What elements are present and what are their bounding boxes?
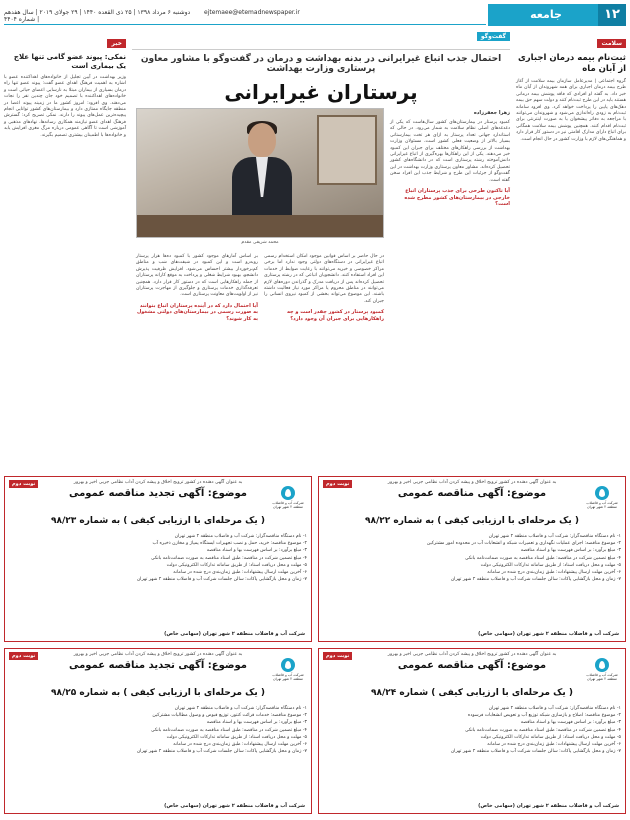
logo-text: شرکت آب و فاضلاب منطقه ۲ شهر تهران [586,673,618,682]
tender-ad-body [9,706,307,755]
section-title[interactable]: جامعه [530,8,562,21]
tender-ad[interactable] [318,648,626,814]
left-column-body: وزیر بهداشت در آیین تجلیل از خانواده‌های اهداکننده عضو با اشاره به اهمیت فرهنگ اهدای عضو گفت: پیوند عضو تنها راه درمان بسیاری از بیماران مبتلا به نارسایی اعضای حیاتی است و خانواده‌های اهداکننده با تصمیم خود جان چندین نفر را نجات می‌دهند. وی افزود: امروز کشور ما در زمینه پیوند اعضا در منطقه جایگاه ممتازی دارد و بیمارستان‌های کشور توانایی انجام پیچیده‌ترین عمل‌های پیوند را دارند. نمکی تصریح کرد: گسترش فرهنگ اهدای عضو نیازمند همکاری رسانه‌ها، نهادهای مذهبی و آموزشی است تا آگاهی عمومی درباره مرگ مغزی افزایش یابد و خانواده‌ها با اطمینان بیشتری تصمیم بگیرند. [4,75,126,138]
tender-ad-signature: شرکت آب و فاضلاب منطقه ۲ شهر تهران (سهامی خاص) [164,631,305,637]
tender-ad-clause: ۵- مهلت و محل دریافت اسناد: از طریق سامانه تدارکات الکترونیکی دولت [480,734,621,740]
tender-ad-title: موضوع: آگهی تجدید مناقصه عمومی [69,660,247,671]
section-email[interactable]: ejtemaee@etemadnewspaper.ir [204,9,300,16]
tender-ad-clause: ۷- زمان و محل بازگشایی پاکات: سالن جلسات شرکت آب و فاضلاب منطقه ۲ شهر تهران [450,749,621,755]
water-drop-icon [595,658,609,672]
left-column-kicker: خبر [107,39,126,48]
main-article-top [132,30,510,50]
tender-ad-clause: ۲- موضوع مناقصه: خرید، حمل و نصب تجهیزات ایستگاه پمپاژ و مخازن ذخیره آب [152,541,307,547]
tender-ad-body [323,534,621,583]
tender-ad-body [9,534,307,583]
tender-ad-header [9,480,307,514]
right-column-body: گروه اجتماعی | مدیرعامل سازمان بیمه سلامت از آغاز طرح بیمه درمان اجباری برای همه شهروندان از آبان ماه خبر داد. به گفته او افرادی که فاقد پوشش بیمه درمانی هستند باید در این طرح ثبت‌نام کنند و دولت سهم حق بیمه دهک‌های پایین را پرداخت خواهد کرد. وی افزود سامانه ثبت‌نام به زودی راه‌اندازی می‌شود و شهروندان می‌توانند با مراجعه به دفاتر پیشخوان یا به صورت اینترنتی برای ثبت‌نام اقدام کنند. همچنین پوشش بیمه سلامت همگانی برای اتباع دارای مدارک اقامتی نیز در دستور کار قرار دارد و هماهنگی‌های لازم با وزارت کشور در حال انجام است. [516,79,626,142]
main-article-supertitle: احتمال جذب اتباع غیرایرانی در بدنه بهداشت و درمان در گفت‌وگو با مشاور معاون پرستاری وزارت بهداشت [140,54,502,74]
tender-ad-title: موضوع: آگهی مناقصه عمومی [397,660,547,671]
interviewee-photo [136,108,384,238]
tender-ad-signature: شرکت آب و فاضلاب منطقه ۲ شهر تهران (سهامی خاص) [478,803,619,809]
tender-ad-body [323,706,621,755]
tender-ad-clause: ۶- آخرین مهلت ارسال پیشنهادات: طبق زمان‌بندی درج شده در سامانه [173,570,307,576]
tender-ad-subtitle: ( یک مرحله‌ای با ارزیابی کیفی ) به شماره ۹۸/۲۵ [51,688,265,698]
tender-ad[interactable] [4,476,312,642]
main-column-2-text: در حال حاضر بر اساس قوانین موجود امکان استخدام رسمی اتباع غیرایرانی در دستگاه‌های دولتی وجود ندارد اما برخی مراکز خصوصی و خیریه می‌توانند با رعایت ضوابط از خدمات این افراد استفاده کنند. دانشجویان اتباعی که در رشته پرستاری تحصیل کرده‌اند پس از دریافت مدرک و گذراندن دوره‌های لازم می‌توانند در مناطق محروم یا مراکز مورد نیاز فعالیت داشته باشند. این موضوع می‌تواند بخشی از کمبود نیروی انسانی را جبران کند. [264,254,384,304]
tender-ad-clause: ۱- نام دستگاه مناقصه‌گزار: شرکت آب و فاضلاب منطقه ۲ شهر تهران [488,706,621,711]
tender-ad-subtitle: ( یک مرحله‌ای با ارزیابی کیفی ) به شماره ۹۸/۲۳ [51,516,265,526]
interview-question-3: آیا احتمال دارد که در آینده پرستاران اتباع بتوانند به صورت رسمی در بیمارستان‌های دولتی مشغول به کار شوند؟ [136,302,258,323]
main-column-1-text: کمبود پرستار در بیمارستان‌های کشور سال‌هاست که یکی از دغدغه‌های اصلی نظام سلامت به شمار می‌رود. در حالی که استاندارد جهانی تعداد پرستار به ازای هر تخت بیمارستانی بسیار بالاتر از وضعیت فعلی کشور است، مسئولان وزارت بهداشت از بررسی راهکارهای مختلف برای جبران این کمبود خبر می‌دهند. یکی از این راهکارها بهره‌گیری از اتباع غیرایرانی دانش‌آموخته رشته پرستاری است که در دانشگاه‌های کشور تحصیل کرده‌اند. مشاور معاون پرستاری وزارت بهداشت در این گفت‌وگو از جزئیات این طرح و شرایط جذب این افراد سخن گفته است. [390,120,510,183]
tender-ad-clause: ۲- موضوع مناقصه: اجرای عملیات نگهداری و تعمیرات شبکه و انشعابات آب در محدوده امور مشترکین [426,541,621,547]
tender-ad-header [323,652,621,686]
tender-ad-notice: به عنوان آگهی دهنده در کشور ترویج اخلاق و پیشه کردن آداب نظامی جزیی اخیر و بهرور [387,652,557,657]
photo-bookshelf [317,115,377,185]
tender-ad-clause: ۳- مبلغ برآورد: بر اساس فهرست بها و اسناد مناقصه [520,548,621,554]
logo-text: شرکت آب و فاضلاب منطقه ۲ شهر تهران [586,501,618,510]
tender-ad-clause: ۴- مبلغ تضمین شرکت در مناقصه: طبق اسناد مناقصه به صورت ضمانت‌نامه بانکی [151,727,307,733]
tender-ad-clause: ۲- موضوع مناقصه: خدمات قرائت کنتور، توزیع قبوض و وصول مطالبات مشترکین [152,713,307,719]
right-column-article [516,30,626,470]
left-column-article [4,30,126,470]
tender-ad-clause: ۴- مبلغ تضمین شرکت در مناقصه: طبق اسناد مناقصه به صورت ضمانت‌نامه بانکی [151,555,307,561]
tender-ad-signature: شرکت آب و فاضلاب منطقه ۲ شهر تهران (سهامی خاص) [478,631,619,637]
tender-ad-badge: نوبت دوم [323,652,352,660]
page-header [4,4,626,26]
main-column-1 [390,108,510,208]
main-column-2 [264,250,384,322]
tender-ad-header [9,652,307,686]
main-article [132,30,510,470]
right-column-title[interactable]: ثبت‌نام بیمه درمان اجباری از آبان ماه [517,53,626,74]
water-drop-icon [281,658,295,672]
main-column-3 [136,250,258,323]
tender-ad-badge: نوبت دوم [9,652,38,660]
tender-ad-header [323,480,621,514]
main-column-3-text: بر اساس آمارهای موجود کشور با کمبود ده‌ها هزار پرستار روبه‌رو است و این کمبود در شیفت‌های شب و مناطق کم‌برخوردار بیشتر احساس می‌شود. افزایش ظرفیت پذیرش دانشجو، بهبود شرایط شغلی و پرداخت به موقع کارانه پرستاران از جمله راهکارهایی است که در دستور کار قرار دارد. همچنین تعرفه‌گذاری خدمات پرستاری و جلوگیری از مهاجرت پرستاران نیز از اولویت‌های معاونت پرستاری است. [136,254,258,298]
tender-ad-clause: ۴- مبلغ تضمین شرکت در مناقصه: طبق اسناد مناقصه به صورت ضمانت‌نامه بانکی [465,727,621,733]
tender-ads-area [4,476,626,816]
tender-ad-clause: ۶- آخرین مهلت ارسال پیشنهادات: طبق زمان‌بندی درج شده در سامانه [173,742,307,748]
tender-ad-title: موضوع: آگهی مناقصه عمومی [397,488,547,499]
tender-ad-subtitle: ( یک مرحله‌ای با ارزیابی کیفی ) شماره ۹۸/۲۴ [371,688,573,698]
tender-ad-clause: ۷- زمان و محل بازگشایی پاکات: سالن جلسات شرکت آب و فاضلاب منطقه ۲ شهر تهران [136,577,307,583]
right-column-kicker: سلامت [597,39,626,48]
water-company-logo [269,658,307,684]
tender-ad-clause: ۳- مبلغ برآورد: بر اساس فهرست بها و اسناد مناقصه [206,548,307,554]
tender-ad-clause: ۱- نام دستگاه مناقصه‌گزار: شرکت آب و فاضلاب منطقه ۲ شهر تهران [174,534,307,539]
water-company-logo [269,486,307,512]
tender-ad-clause: ۵- مهلت و محل دریافت اسناد: از طریق سامانه تدارکات الکترونیکی دولت [166,734,307,740]
water-drop-icon [595,486,609,500]
tender-ad-clause: ۷- زمان و محل بازگشایی پاکات: سالن جلسات شرکت آب و فاضلاب منطقه ۲ شهر تهران [450,577,621,583]
tender-ad-clause: ۴- مبلغ تضمین شرکت در مناقصه: طبق اسناد مناقصه به صورت ضمانت‌نامه بانکی [465,555,621,561]
main-article-kicker: گفت‌وگو [477,32,510,41]
tender-ad-clause: ۷- زمان و محل بازگشایی پاکات: سالن جلسات شرکت آب و فاضلاب منطقه ۲ شهر تهران [136,749,307,755]
tender-ad[interactable] [318,476,626,642]
tender-ad-badge: نوبت دوم [323,480,352,488]
logo-text: شرکت آب و فاضلاب منطقه ۲ شهر تهران [272,501,304,510]
tender-ad-badge: نوبت دوم [9,480,38,488]
tender-ad-clause: ۳- مبلغ برآورد: بر اساس فهرست بها و اسناد مناقصه [520,720,621,726]
header-divider [4,24,486,25]
issue-date-line: دوشنبه ۶ مرداد ۱۳۹۸ | ۲۵ ذی القعده ۱۴۴۰ | ۲۹ جولای ۲۰۱۹ | سال هفدهم | شماره ۴۴۰۴ [4,9,191,23]
tender-ad-notice: به عنوان آگهی دهنده در کشور ترویج اخلاق و پیشه کردن آداب نظامی جزیی اخیر و بهرور [73,480,243,485]
logo-text: شرکت آب و فاضلاب منطقه ۲ شهر تهران [272,673,304,682]
main-article-title[interactable]: پرستاران غیرایرانی [224,80,418,104]
tender-ad-title: موضوع: آگهی تجدید مناقصه عمومی [69,488,247,499]
tender-ad-clause: ۶- آخرین مهلت ارسال پیشنهادات: طبق زمان‌بندی درج شده در سامانه [487,570,621,576]
tender-ad-clause: ۱- نام دستگاه مناقصه‌گزار: شرکت آب و فاضلاب منطقه ۲ شهر تهران [488,534,621,539]
tender-ad-notice: به عنوان آگهی دهنده در کشور ترویج اخلاق و پیشه کردن آداب نظامی جزیی اخیر و بهرور [73,652,243,657]
water-company-logo [583,486,621,512]
photo-caption: محمد شریفی مقدم [241,240,279,245]
interview-question-1: آیا تاکنون طرحی برای جذب پرستاران اتباع خارجی در بیمارستان‌های کشور مطرح شده است؟ [404,188,510,208]
tender-ad[interactable] [4,648,312,814]
tender-ad-clause: ۶- آخرین مهلت ارسال پیشنهادات: طبق زمان‌بندی درج شده در سامانه [487,742,621,748]
tender-ad-clause: ۵- مهلت و محل دریافت اسناد: از طریق سامانه تدارکات الکترونیکی دولت [480,562,621,568]
byline: زهرا جعفرزاده [473,110,510,116]
left-column-title[interactable]: نمکی: پیوند عضو گامی تنها علاج یک بیماری است [13,53,126,70]
tender-ad-clause: ۲- موضوع مناقصه: اصلاح و بازسازی شبکه توزیع آب و تعویض انشعابات فرسوده [467,713,621,719]
water-company-logo [583,658,621,684]
tender-ad-clause: ۱- نام دستگاه مناقصه‌گزار: شرکت آب و فاضلاب منطقه ۲ شهر تهران [174,706,307,711]
interview-question-2: کمبود پرستار در کشور چقدر است و چه راهکارهایی برای جبران آن وجود دارد؟ [287,309,384,322]
main-article-body [132,108,510,480]
page-number: ۱۲ [598,4,626,26]
photo-desk [137,215,383,237]
water-drop-icon [281,486,295,500]
tender-ad-subtitle: ( یک مرحله‌ای با ارزیابی کیفی ) به شماره ۹۸/۲۲ [365,516,579,526]
tender-ad-clause: ۳- مبلغ برآورد: بر اساس فهرست بها و اسناد مناقصه [206,720,307,726]
tender-ad-signature: شرکت آب و فاضلاب منطقه ۲ شهر تهران (سهامی خاص) [164,803,305,809]
tender-ad-notice: به عنوان آگهی دهنده در کشور ترویج اخلاق و پیشه کردن آداب نظامی جزیی اخیر و بهرور [387,480,557,485]
tender-ad-clause: ۵- مهلت و محل دریافت اسناد: از طریق سامانه تدارکات الکترونیکی دولت [166,562,307,568]
